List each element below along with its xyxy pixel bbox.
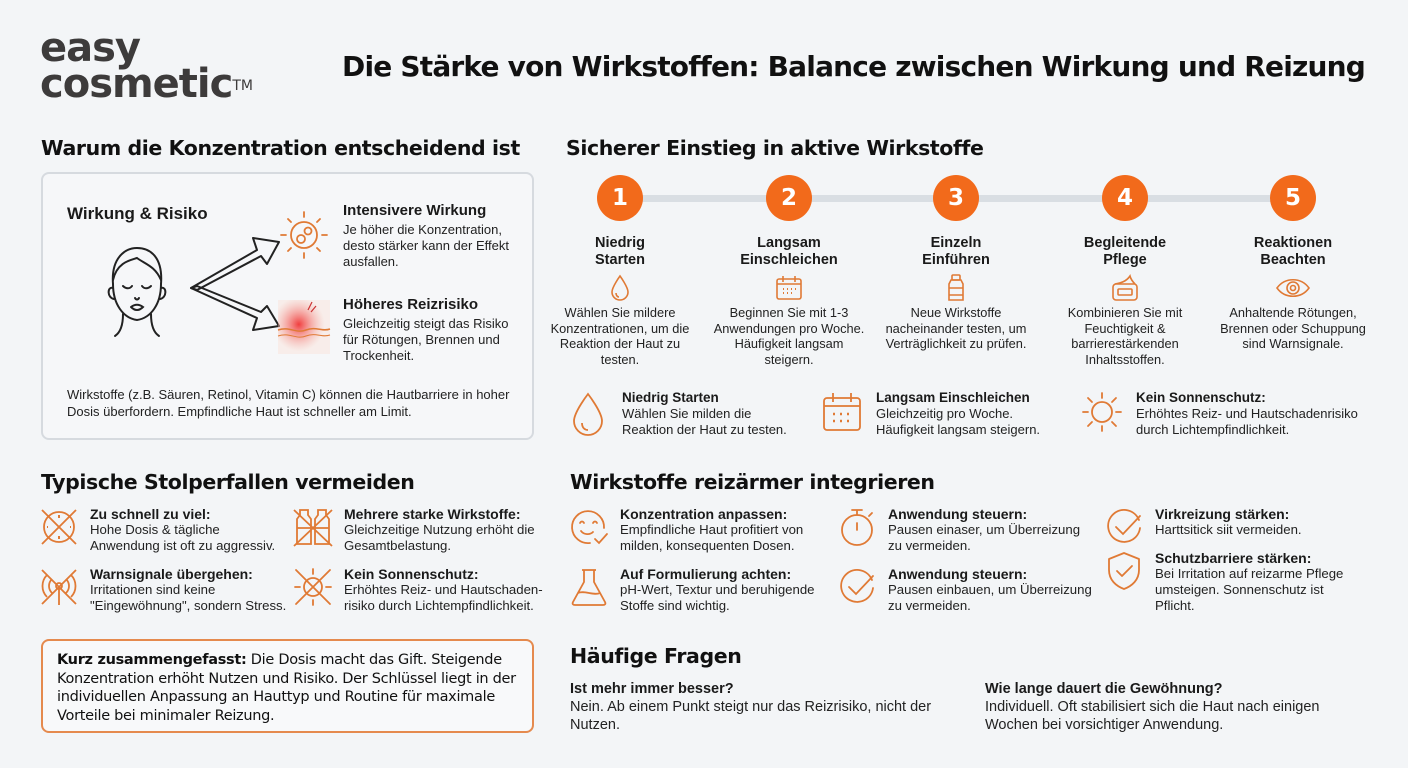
check-circle-icon (1103, 506, 1145, 548)
card-title: Wirkung & Risiko (67, 204, 208, 223)
pitfall-text: Gleichzeitige Nutzung erhöht die Gesamtbelastung. (344, 522, 535, 553)
step-5 (1213, 175, 1373, 352)
step-title: Begleitende Pflege (1083, 235, 1167, 268)
flask-icon (568, 566, 610, 608)
step-text: Neue Wirkstoffe nacheinander testen, um Verträglichkeit zu prüfen. (885, 305, 1027, 351)
tip-title: Anwendung steuern: (888, 566, 1028, 582)
pitfall-text: Irritationen sind keine "Eingewöhnung", sondern Stress. (90, 582, 287, 613)
risk-text: Gleichzeitig steigt das Risiko für Rötungen, Brennen und Trockenheit. (343, 316, 509, 363)
crossed-sun-icon (292, 566, 334, 608)
pitfall-title: Kein Sonnenschutz: (344, 566, 479, 582)
step-2 (709, 175, 869, 367)
faq-item-2 (985, 680, 1365, 734)
faq-item-1 (570, 680, 970, 734)
summary-label: Kurz zusammengefasst: (57, 652, 247, 668)
effect-risk-card (41, 172, 534, 440)
pitfall-title: Zu schnell zu viel: (90, 506, 211, 522)
pitfall-title: Mehrere starke Wirkstoffe: (344, 506, 521, 522)
crossed-clock-icon (38, 506, 80, 548)
pitfall-text: Erhöhtes Reiz- und Hautschaden-risiko durch Lichtempfindlichkeit. (344, 582, 543, 613)
tip-irritation (1103, 506, 1363, 548)
card-footer-text: Wirkstoffe (z.B. Säuren, Retinol, Vitamin C) können die Hautbarriere in hoher Dosis überfordern. Empfindliche Haut ist schneller am Limit. (67, 387, 510, 419)
page-title: Die Stärke von Wirkstoffen: Balance zwischen Wirkung und Reizung (342, 50, 1366, 83)
steps-heading: Sicherer Einstieg in aktive Wirkstoffe (566, 136, 984, 160)
brand-line-2: cosmetic™ (40, 61, 253, 107)
faq-heading: Häufige Fragen (570, 644, 742, 668)
faq-answer: Individuell. Oft stabilisiert sich die Haut nach einigen Wochen bei vorsichtiger Anwendung. (985, 699, 1320, 733)
risk-title: Höheres Reizrisiko (343, 296, 479, 313)
step-number: 4 (1102, 175, 1148, 221)
hint-no-sunscreen (1080, 390, 1380, 438)
tip-title: Anwendung steuern: (888, 506, 1028, 522)
crossed-bottles-icon (292, 506, 334, 548)
drop-icon (566, 390, 610, 434)
step-title: Einzeln Einführen (922, 235, 990, 268)
tip-control-usage-1 (836, 506, 1096, 554)
sun-cells-icon (277, 208, 331, 262)
hint-low-start (566, 390, 806, 438)
eye-icon (1213, 273, 1373, 303)
effect-title: Intensivere Wirkung (343, 202, 487, 219)
step-text: Kombinieren Sie mit Feuchtigkeit & barrierestärkenden Inhaltsstoffen. (1067, 305, 1183, 367)
step-number: 2 (766, 175, 812, 221)
integrate-heading: Wirkstoffe reizärmer integrieren (570, 470, 935, 494)
pitfall-multiple-actives (292, 506, 542, 554)
check-circle-icon (836, 566, 878, 608)
faq-answer: Nein. Ab einem Punkt steigt nur das Reizrisiko, nicht der Nutzen. (570, 699, 932, 733)
tip-control-usage-2 (836, 566, 1096, 614)
tip-text: Pausen einaser, um Überreizung zu vermeiden. (888, 522, 1081, 553)
stopwatch-icon (836, 506, 878, 548)
risk-block (343, 296, 523, 364)
tip-formulation (568, 566, 833, 614)
summary-text: Die Dosis macht das Gift. Steigende Konzentration erhöht Nutzen und Risiko. Der Schlüssel liegt in der individuellen Anpassung an Hauttyp und Routine für maximale Vorteile bei minimaler Reizung. (57, 652, 516, 724)
summary-box (41, 639, 534, 733)
pitfall-text: Hohe Dosis & tägliche Anwendung ist oft zu aggressiv. (90, 522, 276, 553)
hint-title: Langsam Einschleichen (876, 390, 1030, 405)
step-4 (1045, 175, 1205, 367)
sun-icon (1080, 390, 1124, 434)
bottle-icon (876, 273, 1036, 303)
pitfall-ignore-warnings (38, 566, 298, 614)
tip-title: Virkreizung stärken: (1155, 506, 1290, 522)
shield-check-icon (1103, 550, 1145, 592)
step-3 (876, 175, 1036, 352)
hint-title: Niedrig Starten (622, 390, 719, 405)
arrows-icon (187, 208, 283, 338)
faq-question: Ist mehr immer besser? (570, 681, 734, 697)
pitfall-title: Warnsignale übergehen: (90, 566, 253, 582)
effect-text: Je höher die Konzentration, desto stärker kann der Effekt ausfallen. (343, 222, 509, 269)
cream-jar-icon (1045, 273, 1205, 303)
tip-title: Schutzbarriere stärken: (1155, 550, 1312, 566)
step-1 (540, 175, 700, 367)
smile-check-icon (568, 506, 610, 548)
tip-text: Bei Irritation auf reizarme Pflege umsteigen. Sonnenschutz ist Pflicht. (1155, 566, 1344, 613)
hint-slow-start (820, 390, 1070, 438)
drop-icon (540, 273, 700, 303)
tip-title: Auf Formulierung achten: (620, 566, 792, 582)
brand-logo (40, 25, 253, 107)
step-text: Wählen Sie mildere Konzentrationen, um die Reaktion der Haut zu testen. (550, 305, 690, 367)
face-icon (101, 244, 173, 338)
crossed-signal-icon (38, 566, 80, 608)
calendar-icon (820, 390, 864, 434)
tip-adjust-concentration (568, 506, 833, 554)
hint-text: Erhöhtes Reiz- und Hautschadenrisiko durch Lichtempfindlichkeit. (1136, 406, 1358, 437)
hint-title: Kein Sonnenschutz: (1136, 390, 1266, 405)
step-number: 1 (597, 175, 643, 221)
step-number: 3 (933, 175, 979, 221)
pitfalls-heading: Typische Stolperfallen vermeiden (41, 470, 415, 494)
hint-text: Gleichzeitig pro Woche. Häufigkeit langsam steigern. (876, 406, 1041, 437)
step-title: Reaktionen Beachten (1253, 235, 1333, 268)
step-title: Langsam Einschleichen (740, 235, 838, 268)
tip-title: Konzentration anpassen: (620, 506, 788, 522)
tip-protect-barrier (1103, 550, 1363, 614)
trademark: TM (232, 78, 253, 94)
calendar-icon (709, 273, 869, 303)
concentration-heading: Warum die Konzentration entscheidend ist (41, 136, 520, 160)
brand-line-1: easy (40, 25, 141, 71)
faq-question: Wie lange dauert die Gewöhnung? (985, 681, 1223, 697)
pitfall-too-fast (38, 506, 288, 554)
step-text: Anhaltende Rötungen, Brennen oder Schuppung sind Warnsignale. (1220, 305, 1366, 351)
tip-text: pH-Wert, Textur und beruhigende Stoffe sind wichtig. (620, 582, 815, 613)
pitfall-no-sunscreen (292, 566, 552, 614)
step-title: Niedrig Starten (595, 235, 645, 268)
step-number: 5 (1270, 175, 1316, 221)
tip-text: Harttsitick siit vermeiden. (1155, 522, 1302, 537)
tip-text: Empfindliche Haut profitiert von milden, konsequenten Dosen. (620, 522, 804, 553)
step-text: Beginnen Sie mit 1-3 Anwendungen pro Woche. Häufigkeit langsam steigern. (713, 305, 865, 367)
effect-block (343, 202, 523, 270)
irritated-skin-icon (276, 296, 332, 356)
hint-text: Wählen Sie milden die Reaktion der Haut zu testen. (622, 406, 787, 437)
tip-text: Pausen einbauen, um Überreizung zu vermeiden. (888, 582, 1092, 613)
